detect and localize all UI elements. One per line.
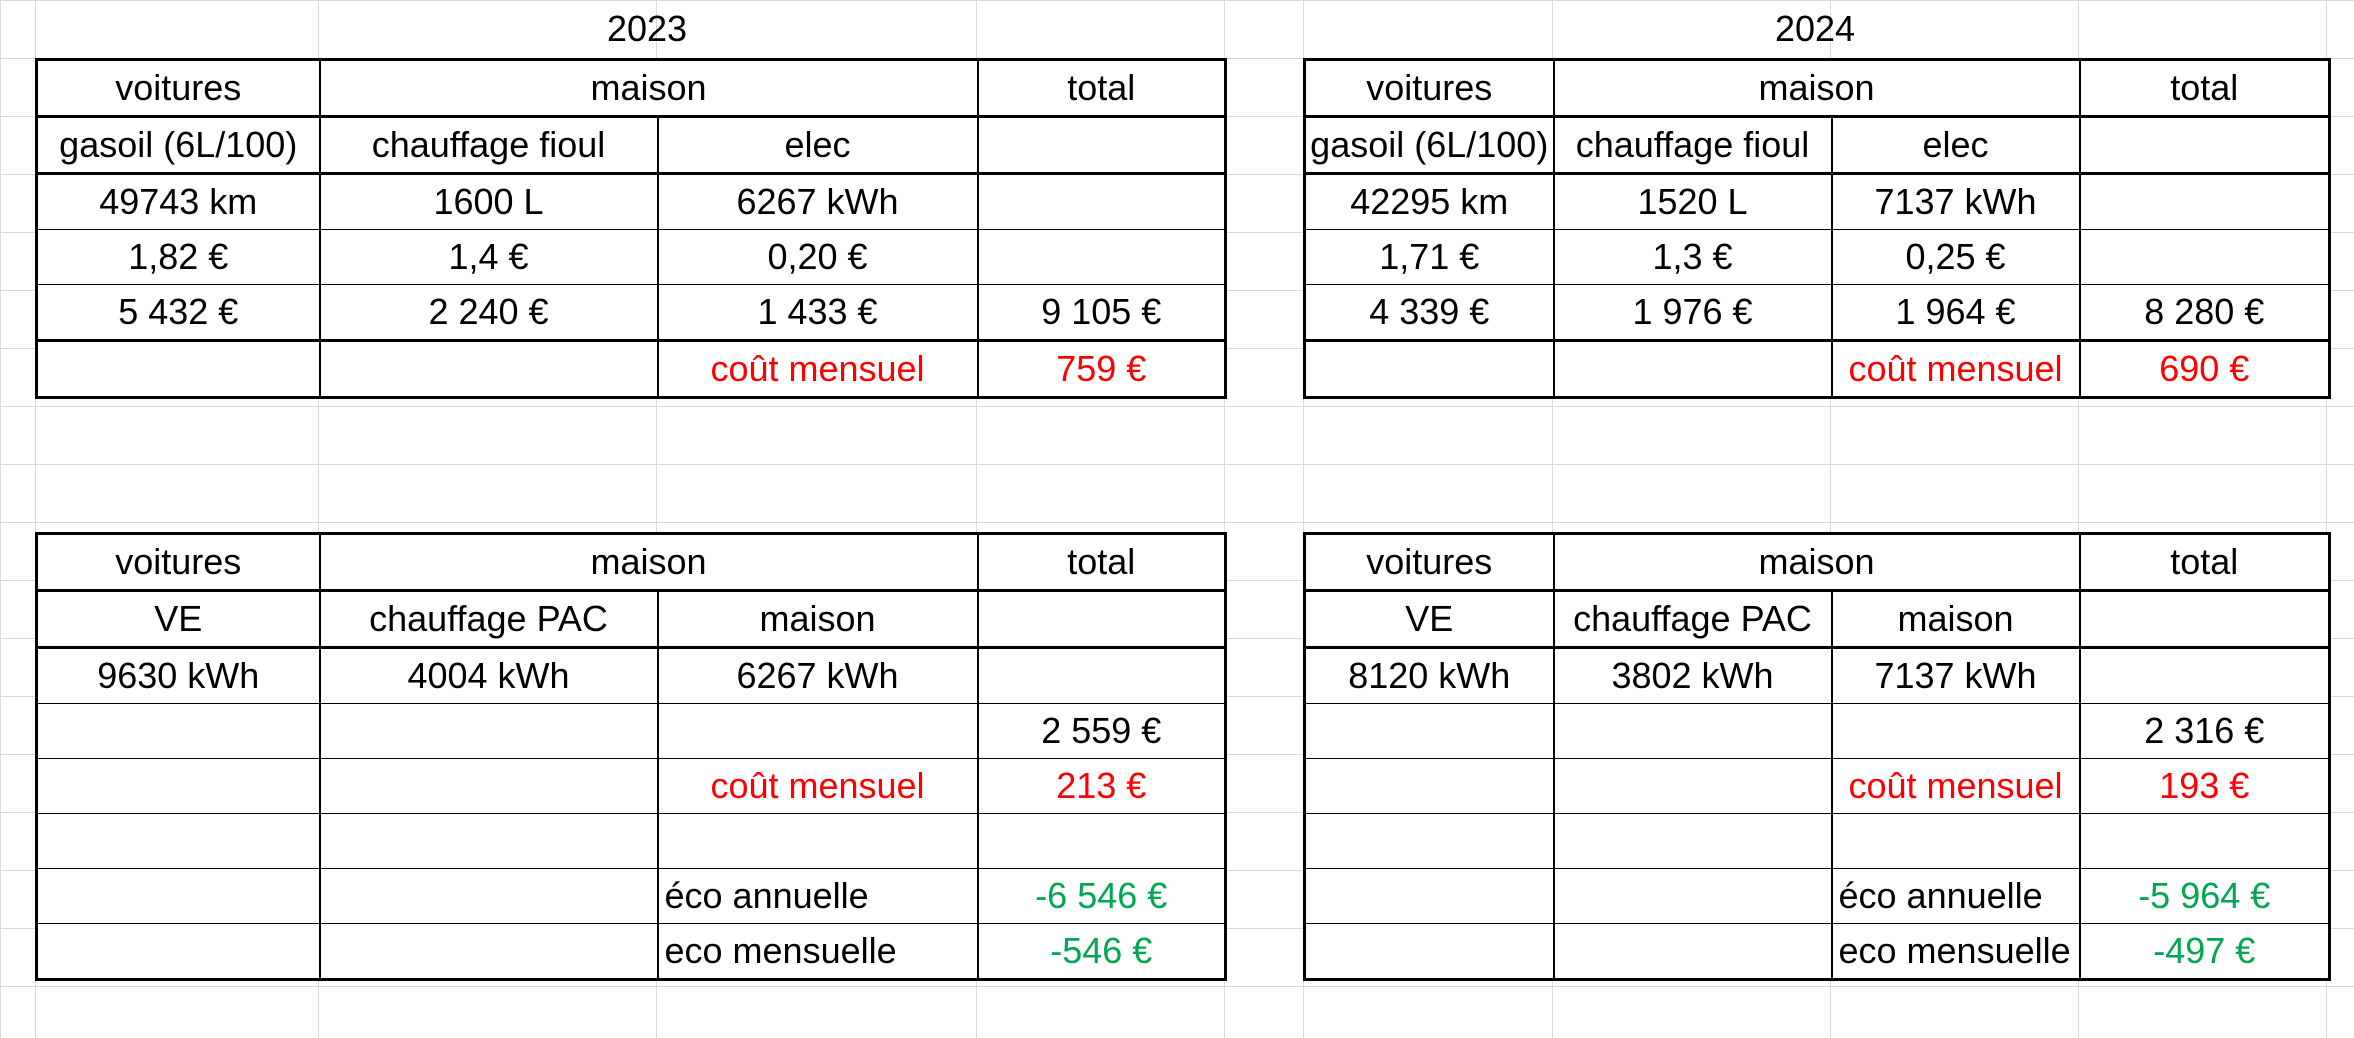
cell-kwh-pac[interactable]: 4004 kWh [320,648,658,704]
cell-annual-savings-value[interactable]: -5 964 € [2080,869,2330,924]
header-total[interactable]: total [2080,60,2330,117]
header-voitures[interactable]: voitures [1305,60,1554,117]
cell-empty[interactable] [1554,869,1832,924]
header-total[interactable]: total [2080,534,2330,591]
cell-monthly-cost-value[interactable]: 690 € [2080,341,2330,398]
table-row-total [37,704,1226,759]
cell-monthly-savings-label[interactable]: eco mensuelle [1832,924,2080,980]
cell-monthly-cost-value[interactable]: 759 € [978,341,1226,398]
cell-monthly-cost-label[interactable]: coût mensuel [658,341,978,398]
table-row-annual-savings [37,869,1226,924]
header-maison[interactable]: maison [1554,534,2080,591]
table-row-monthly [1305,341,2330,398]
cell-empty[interactable] [2080,230,2330,285]
table-2024-electric-costs [1303,532,2331,981]
header-maison[interactable]: maison [320,60,978,117]
cell-ve-label[interactable]: VE [1305,591,1554,648]
cell-empty[interactable] [1554,704,1832,759]
cell-cost-total[interactable]: 2 559 € [978,704,1226,759]
cell-empty[interactable] [2080,174,2330,230]
table-row-blank [1305,814,2330,869]
cell-empty[interactable] [1305,704,1554,759]
header-voitures[interactable]: voitures [37,534,320,591]
cell-monthly-cost-value[interactable]: 213 € [978,759,1226,814]
cell-monthly-cost-value[interactable]: 193 € [2080,759,2330,814]
cell-empty[interactable] [978,117,1226,174]
table-header-row [37,534,1226,591]
cell-empty[interactable] [978,591,1226,648]
cell-cost-elec[interactable]: 1 964 € [1832,285,2080,341]
cell-kwh-ve[interactable]: 9630 kWh [37,648,320,704]
cell-maison-label[interactable]: maison [1832,591,2080,648]
table-2023-electric-costs [35,532,1227,981]
cell-monthly-savings-value[interactable]: -546 € [978,924,1226,980]
table-row-monthly [37,759,1226,814]
cell-monthly-cost-label[interactable]: coût mensuel [1832,759,2080,814]
cell-annual-savings-label[interactable]: éco annuelle [1832,869,2080,924]
cell-kwh-maison[interactable]: 7137 kWh [1832,648,2080,704]
table-row-kwh [1305,648,2330,704]
cell-chauffage-fioul-label[interactable]: chauffage fioul [1554,117,1832,174]
cell-km[interactable]: 49743 km [37,174,320,230]
cell-empty[interactable] [1305,924,1554,980]
cell-empty[interactable] [1832,814,2080,869]
table-row-costs [37,285,1226,341]
table-row-kwh [37,648,1226,704]
cell-empty[interactable] [1554,341,1832,398]
cell-price-gasoil[interactable]: 1,71 € [1305,230,1554,285]
cell-km[interactable]: 42295 km [1305,174,1554,230]
table-row-quantities [1305,174,2330,230]
cell-gasoil-label[interactable]: gasoil (6L/100) [1305,117,1554,174]
table-row-unit-prices [1305,230,2330,285]
cell-empty[interactable] [320,814,658,869]
table-subheader-row [1305,117,2330,174]
cell-empty[interactable] [320,341,658,398]
cell-empty[interactable] [658,814,978,869]
header-voitures[interactable]: voitures [37,60,320,117]
cell-empty[interactable] [978,230,1226,285]
table-row-blank [37,814,1226,869]
cell-empty[interactable] [1305,341,1554,398]
cell-monthly-cost-label[interactable]: coût mensuel [1832,341,2080,398]
cell-chauffage-pac-label[interactable]: chauffage PAC [320,591,658,648]
header-voitures[interactable]: voitures [1305,534,1554,591]
table-row-annual-savings [1305,869,2330,924]
cell-empty[interactable] [37,924,320,980]
table-row-monthly-savings [1305,924,2330,980]
cell-kwh-maison[interactable]: 6267 kWh [658,648,978,704]
cell-monthly-cost-label[interactable]: coût mensuel [658,759,978,814]
cell-cost-voitures[interactable]: 5 432 € [37,285,320,341]
table-row-monthly [1305,759,2330,814]
cell-empty[interactable] [320,924,658,980]
cell-empty[interactable] [2080,814,2330,869]
table-header-row [1305,60,2330,117]
cell-empty[interactable] [37,814,320,869]
cell-empty[interactable] [1554,924,1832,980]
table-row-quantities [37,174,1226,230]
cell-empty[interactable] [978,648,1226,704]
table-row-monthly-savings [37,924,1226,980]
cell-ve-label[interactable]: VE [37,591,320,648]
table-row-total [1305,704,2330,759]
year-heading-2023[interactable]: 2023 [606,8,688,49]
cell-cost-fioul[interactable]: 1 976 € [1554,285,1832,341]
cell-kwh-pac[interactable]: 3802 kWh [1554,648,1832,704]
cell-monthly-savings-label[interactable]: eco mensuelle [658,924,978,980]
cell-empty[interactable] [1832,704,2080,759]
cell-empty[interactable] [320,869,658,924]
cell-kwh-ve[interactable]: 8120 kWh [1305,648,1554,704]
cell-maison-label[interactable]: maison [658,591,978,648]
cell-empty[interactable] [320,759,658,814]
table-subheader-row [1305,591,2330,648]
cell-cost-fioul[interactable]: 2 240 € [320,285,658,341]
cell-kwh[interactable]: 7137 kWh [1832,174,2080,230]
cell-chauffage-pac-label[interactable]: chauffage PAC [1554,591,1832,648]
cell-empty[interactable] [658,704,978,759]
year-heading-2024[interactable]: 2024 [1774,8,1856,49]
header-total[interactable]: total [978,60,1226,117]
cell-empty[interactable] [978,174,1226,230]
cell-litres[interactable]: 1520 L [1554,174,1832,230]
table-subheader-row [37,591,1226,648]
table-row-unit-prices [37,230,1226,285]
cell-cost-total[interactable]: 9 105 € [978,285,1226,341]
cell-elec-label[interactable]: elec [658,117,978,174]
cell-empty[interactable] [1305,869,1554,924]
header-maison[interactable]: maison [320,534,978,591]
cell-cost-voitures[interactable]: 4 339 € [1305,285,1554,341]
table-header-row [1305,534,2330,591]
cell-price-gasoil[interactable]: 1,82 € [37,230,320,285]
cell-price-fioul[interactable]: 1,3 € [1554,230,1832,285]
cell-empty[interactable] [37,759,320,814]
cell-price-elec[interactable]: 0,20 € [658,230,978,285]
cell-annual-savings-label[interactable]: éco annuelle [658,869,978,924]
table-2023-fuel-costs [35,58,1227,399]
cell-empty[interactable] [1305,814,1554,869]
cell-cost-total[interactable]: 8 280 € [2080,285,2330,341]
cell-empty[interactable] [1554,759,1832,814]
cell-chauffage-fioul-label[interactable]: chauffage fioul [320,117,658,174]
table-2024-fuel-costs [1303,58,2331,399]
cell-cost-total[interactable]: 2 316 € [2080,704,2330,759]
cell-empty[interactable] [37,341,320,398]
table-row-monthly [37,341,1226,398]
cell-empty[interactable] [2080,591,2330,648]
cell-empty[interactable] [2080,648,2330,704]
cell-monthly-savings-value[interactable]: -497 € [2080,924,2330,980]
cell-empty[interactable] [37,869,320,924]
cell-empty[interactable] [37,704,320,759]
cell-empty[interactable] [1305,759,1554,814]
table-subheader-row [37,117,1226,174]
table-row-costs [1305,285,2330,341]
cell-annual-savings-value[interactable]: -6 546 € [978,869,1226,924]
table-header-row [37,60,1226,117]
cell-empty[interactable] [978,814,1226,869]
header-total[interactable]: total [978,534,1226,591]
cell-elec-label[interactable]: elec [1832,117,2080,174]
cell-empty[interactable] [2080,117,2330,174]
header-maison[interactable]: maison [1554,60,2080,117]
cell-cost-elec[interactable]: 1 433 € [658,285,978,341]
cell-price-fioul[interactable]: 1,4 € [320,230,658,285]
cell-price-elec[interactable]: 0,25 € [1832,230,2080,285]
cell-empty[interactable] [1554,814,1832,869]
cell-empty[interactable] [320,704,658,759]
cell-kwh[interactable]: 6267 kWh [658,174,978,230]
cell-litres[interactable]: 1600 L [320,174,658,230]
cell-gasoil-label[interactable]: gasoil (6L/100) [37,117,320,174]
